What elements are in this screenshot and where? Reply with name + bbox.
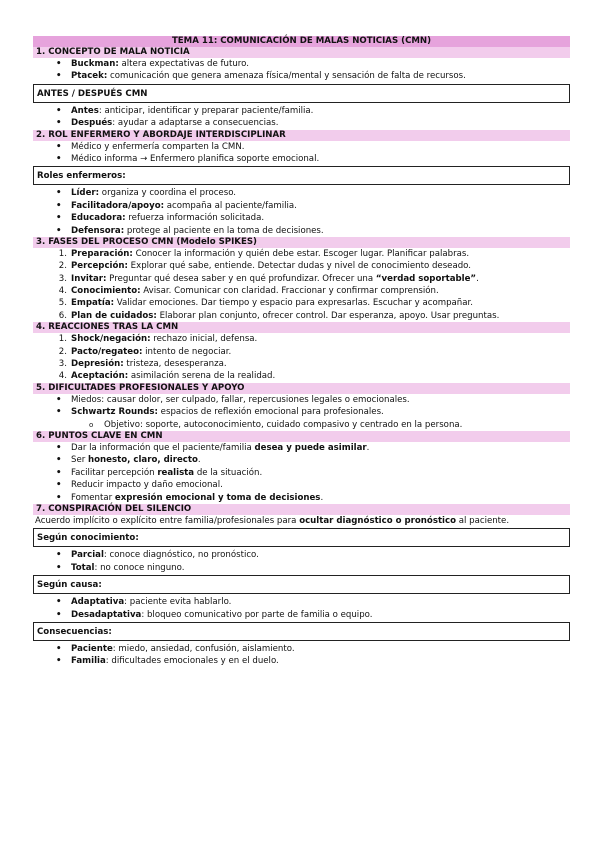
section-3-heading: 3. FASES DEL PROCESO CMN (Modelo SPIKES) xyxy=(33,237,570,248)
consecuencias-list xyxy=(33,643,570,668)
list-item: • Reducir impacto y daño emocional. xyxy=(33,479,570,491)
list-item: • Educadora: refuerza información solicitada. xyxy=(33,212,570,224)
list-item: • Familia: dificultades emocionales y en el duelo. xyxy=(33,655,570,667)
antes-despues-box: ANTES / DESPUÉS CMN xyxy=(33,84,570,103)
list-item: • Desadaptativa: bloqueo comunicativo por parte de familia o equipo. xyxy=(33,609,570,621)
section-4-heading: 4. REACCIONES TRAS LA CMN xyxy=(33,322,570,333)
document-title: TEMA 11: COMUNICACIÓN DE MALAS NOTICIAS (CMN) xyxy=(33,36,570,47)
list-item: 3. Depresión: tristeza, desesperanza. xyxy=(58,359,227,370)
section-7-heading: 7. CONSPIRACIÓN DEL SILENCIO xyxy=(33,504,570,515)
list-item: 2. Percepción: Explorar qué sabe, entiende. Detectar dudas y nivel de conocimiento deseado. xyxy=(58,261,472,272)
section-2-list xyxy=(33,141,570,166)
antes-despues-list xyxy=(33,105,570,130)
list-item: 1. Preparación: Conocer la información y quién debe estar. Escoger lugar. Planificar palabras. xyxy=(58,248,470,259)
segun-conocimiento-box: Según conocimiento: xyxy=(33,528,570,547)
list-item: 5. Empatía: Validar emociones. Dar tiempo y espacio para expresarlas. Escuchar y acompañar. xyxy=(58,298,473,309)
list-item: o Objetivo: soporte, autoconocimiento, cuidado compasivo y centrado en la persona. xyxy=(33,419,570,431)
segun-causa-list xyxy=(33,596,570,621)
list-item: 2. Pacto/regateo: intento de negociar. xyxy=(58,346,232,357)
list-item: • Después: ayudar a adaptarse a consecuencias. xyxy=(33,117,570,129)
section-7-intro: Acuerdo implícito o explícito entre familia/profesionales para ocultar diagnóstico o pronóstico al paciente. xyxy=(35,515,510,526)
list-item: • Dar la información que el paciente/familia desea y puede asimilar. xyxy=(33,442,570,454)
list-item: • Fomentar expresión emocional y toma de decisiones. xyxy=(33,492,570,504)
section-5-sublist xyxy=(33,419,570,431)
section-1-list xyxy=(33,58,570,83)
segun-conocimiento-list xyxy=(33,549,570,574)
consecuencias-box: Consecuencias: xyxy=(33,622,570,641)
section-5-heading: 5. DIFICULTADES PROFESIONALES Y APOYO xyxy=(33,383,570,394)
list-item: • Buckman: altera expectativas de futuro. xyxy=(33,58,570,70)
list-item: 3. Invitar: Preguntar qué desea saber y en qué profundizar. Ofrecer una “verdad soportable”. xyxy=(58,273,479,284)
list-item: 4. Aceptación: asimilación serena de la realidad. xyxy=(58,371,276,382)
list-item: • Ptacek: comunicación que genera amenaza física/mental y sensación de falta de recursos. xyxy=(33,70,570,82)
list-item: • Adaptativa: paciente evita hablarlo. xyxy=(33,596,570,608)
section-2-heading: 2. ROL ENFERMERO Y ABORDAJE INTERDISCIPLINAR xyxy=(33,130,570,141)
section-1-heading: 1. CONCEPTO DE MALA NOTICIA xyxy=(33,47,570,58)
list-item: • Médico y enfermería comparten la CMN. xyxy=(33,141,570,153)
list-item: • Ser honesto, claro, directo. xyxy=(33,454,570,466)
list-item: • Facilitar percepción realista de la situación. xyxy=(33,467,570,479)
section-3-list xyxy=(33,248,570,322)
roles-box: Roles enfermeros: xyxy=(33,166,570,185)
list-item: • Médico informa → Enfermero planifica soporte emocional. xyxy=(33,153,570,165)
list-item: • Parcial: conoce diagnóstico, no pronóstico. xyxy=(33,549,570,561)
section-4-list xyxy=(33,333,570,383)
list-item: • Líder: organiza y coordina el proceso. xyxy=(33,187,570,199)
list-item: 1. Shock/negación: rechazo inicial, defensa. xyxy=(58,334,258,345)
roles-list xyxy=(33,187,570,237)
list-item: 6. Plan de cuidados: Elaborar plan conjunto, ofrecer control. Dar esperanza, apoyo. Usar preguntas. xyxy=(58,310,500,321)
list-item: • Miedos: causar dolor, ser culpado, fallar, repercusiones legales o emocionales. xyxy=(33,394,570,406)
section-6-list xyxy=(33,442,570,504)
list-item: • Schwartz Rounds: espacios de reflexión emocional para profesionales. xyxy=(33,406,570,418)
section-5-list xyxy=(33,394,570,419)
list-item: • Paciente: miedo, ansiedad, confusión, aislamiento. xyxy=(33,643,570,655)
list-item: • Defensora: protege al paciente en la toma de decisiones. xyxy=(33,225,570,237)
list-item: • Total: no conoce ninguno. xyxy=(33,562,570,574)
list-item: 4. Conocimiento: Avisar. Comunicar con claridad. Fraccionar y confirmar comprensión. xyxy=(58,286,439,297)
list-item: • Antes: anticipar, identificar y preparar paciente/familia. xyxy=(33,105,570,117)
segun-causa-box: Según causa: xyxy=(33,575,570,594)
section-6-heading: 6. PUNTOS CLAVE EN CMN xyxy=(33,431,570,442)
list-item: • Facilitadora/apoyo: acompaña al paciente/familia. xyxy=(33,200,570,212)
document xyxy=(33,36,570,668)
